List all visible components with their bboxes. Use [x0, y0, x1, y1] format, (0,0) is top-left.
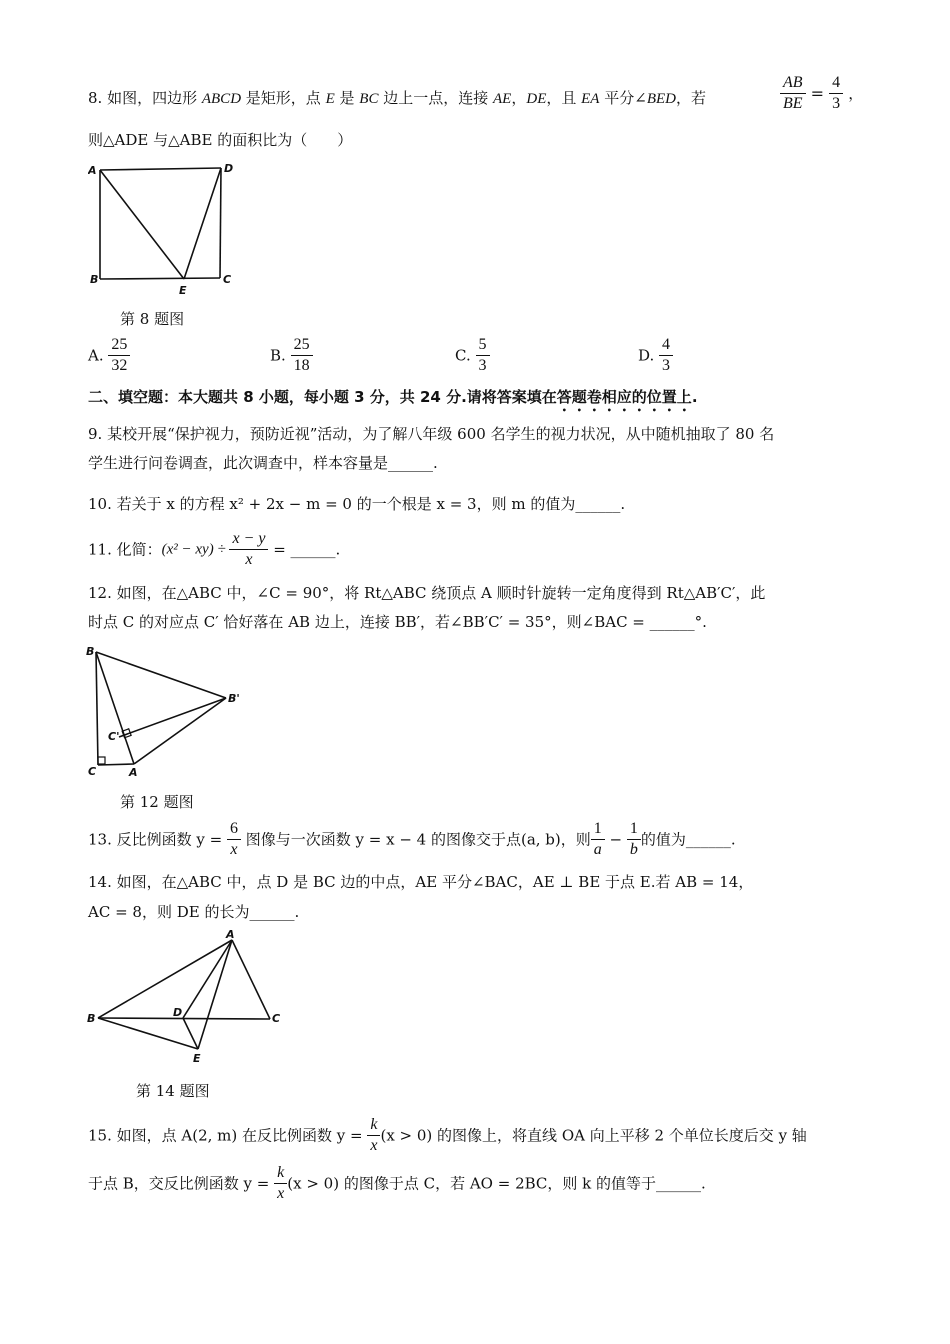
- q8-text: 是矩形，点: [241, 89, 326, 107]
- label-a: A: [129, 766, 138, 779]
- line-cpbp: [119, 698, 226, 737]
- line-bbp: [96, 652, 226, 698]
- frac-den: 3: [478, 357, 487, 374]
- label-e: E: [179, 284, 187, 297]
- q8-option-a: [88, 336, 130, 375]
- frac-den: 32: [111, 357, 128, 374]
- frac-num: 6: [227, 820, 241, 840]
- line-dc: [220, 168, 221, 278]
- q15-text: (x > 0) 的图像上，将直线 OA 向上平移 2 个单位长度后交 y 轴: [380, 1126, 807, 1145]
- fraction-ab-be: [780, 74, 806, 113]
- q8-text: ，若: [675, 89, 706, 107]
- q8-text: BED: [646, 91, 676, 107]
- q8-text: 是: [334, 89, 360, 107]
- frac-den: x: [245, 551, 253, 568]
- right-angle-c: [98, 757, 105, 764]
- q13-fraction-1-a: [591, 820, 605, 859]
- line-ac: [232, 940, 270, 1019]
- q11-text: 11. 化简：: [88, 540, 162, 559]
- q13-line: [88, 820, 736, 859]
- frac-num: 1: [627, 820, 641, 840]
- q8-text: E: [325, 91, 335, 107]
- frac-num: 25: [291, 336, 313, 356]
- q15-text: 于点 B，交反比例函数 y =: [88, 1174, 275, 1193]
- frac-num: 4: [659, 336, 673, 356]
- option-fraction: [291, 336, 313, 375]
- q8-option-c: [455, 336, 490, 375]
- q13-text: 13. 反比例函数 y =: [88, 830, 227, 849]
- q8-text: DE: [526, 91, 547, 107]
- q8-option-d: [638, 336, 673, 375]
- q14-line1: 14. 如图，在△ABC 中，点 D 是 BC 边的中点，AE 平分∠BAC，AE ⊥ BE 于点 E.若 AB = 14，: [88, 873, 754, 891]
- q10-text: 10. 若关于 x 的方程 x² + 2x − m = 0 的一个根是 x = 3，则 m 的值为______.: [88, 495, 626, 513]
- label-b-prime: B': [228, 692, 240, 705]
- q15-line2: [88, 1164, 706, 1203]
- line-bc: [96, 652, 98, 765]
- q13-text: 图像与一次函数 y = x − 4 的图像交于点(a, b)，则: [240, 830, 591, 849]
- q8-ratio: [780, 74, 863, 113]
- q11-line: [88, 530, 340, 569]
- q8-text: ，且: [546, 89, 582, 107]
- line-ba: [96, 652, 134, 764]
- q15-fraction-k-x-2: [274, 1164, 287, 1203]
- label-a: A: [226, 928, 235, 941]
- option-label: D.: [638, 346, 655, 365]
- label-b: B: [86, 645, 95, 658]
- q11-text: = ______.: [268, 540, 341, 559]
- q8-text: BC: [359, 91, 379, 107]
- frac-den: x: [370, 1137, 378, 1154]
- label-c: C: [223, 273, 232, 286]
- frac-den: a: [593, 841, 602, 858]
- label-d: D: [173, 1006, 183, 1019]
- section-heading: [88, 386, 698, 415]
- option-label: B.: [270, 346, 286, 365]
- q8-option-b: [270, 336, 313, 375]
- q12-figure: [86, 642, 246, 782]
- line-da: [183, 940, 232, 1018]
- frac-num: x − y: [229, 530, 268, 550]
- frac-num: k: [367, 1116, 380, 1136]
- frac-num: 1: [591, 820, 605, 840]
- frac-den: 18: [293, 357, 310, 374]
- q9-line1: 9. 某校开展“保护视力，预防近视”活动，为了解八年级 600 名学生的视力状况，从中随机抽取了 80 名: [88, 425, 775, 443]
- frac-den: 3: [832, 95, 841, 112]
- option-fraction: [108, 336, 130, 375]
- option-fraction: [659, 336, 673, 375]
- q8-figure: [88, 160, 238, 300]
- frac-num: 5: [476, 336, 490, 356]
- line-ae: [100, 170, 184, 279]
- equals-sign: =: [810, 84, 825, 103]
- frac-num: 25: [108, 336, 130, 356]
- q14-line2: AC = 8，则 DE 的长为______.: [88, 903, 300, 921]
- q12-caption: 第 12 题图: [120, 793, 194, 811]
- q14-caption: 第 14 题图: [136, 1082, 210, 1100]
- line-abp: [134, 698, 226, 764]
- q8-text: 平分∠: [599, 89, 647, 107]
- label-c: C: [272, 1012, 281, 1025]
- label-e: E: [193, 1052, 201, 1065]
- frac-den: b: [629, 841, 638, 858]
- frac-den: BE: [783, 95, 803, 112]
- q14-figure: [86, 928, 296, 1068]
- q8-text: 8. 如图，四边形: [88, 89, 202, 107]
- q8-text: AE: [493, 91, 512, 107]
- q8-text: 边上一点，连接: [378, 89, 494, 107]
- label-c-prime: C': [108, 730, 120, 743]
- q15-text: 15. 如图，点 A(2, m) 在反比例函数 y =: [88, 1126, 368, 1145]
- q12-line1: 12. 如图，在△ABC 中，∠C = 90°，将 Rt△ABC 绕顶点 A 顺时针旋转一定角度得到 Rt△AB′C′，此: [88, 584, 766, 602]
- option-label: C.: [455, 346, 471, 365]
- option-label: A.: [88, 346, 104, 365]
- right-angle-cp: [122, 729, 131, 738]
- q15-line1: [88, 1116, 807, 1155]
- heading-emphasis: 答题卷相应的位置上: [556, 388, 692, 406]
- label-b: B: [90, 273, 99, 286]
- frac-num: 4: [829, 74, 843, 94]
- q8-line1: [88, 88, 706, 109]
- q8-text: EA: [581, 91, 600, 107]
- line-be: [98, 1018, 198, 1049]
- minus-sign: −: [604, 830, 627, 849]
- label-c: C: [88, 765, 97, 778]
- label-d: D: [224, 162, 234, 175]
- q8-caption: 第 8 题图: [120, 310, 185, 328]
- line-ad: [100, 168, 221, 170]
- q11-fraction: [229, 530, 268, 569]
- q8-text: ，: [848, 84, 864, 103]
- q9-line2: 学生进行问卷调查，此次调查中，样本容量是______.: [88, 454, 438, 472]
- q15-fraction-k-x: [367, 1116, 380, 1155]
- q11-expr: (x² − xy) ÷: [161, 541, 230, 558]
- q13-fraction-1-b: [627, 820, 641, 859]
- label-a: A: [88, 164, 97, 177]
- q12-line2: 时点 C 的对应点 C′ 恰好落在 AB 边上，连接 BB′，若∠BB′C′ = 35°，则∠BAC = ______°.: [88, 613, 707, 631]
- q13-text: 的值为______.: [640, 830, 736, 849]
- q8-text: ABCD: [201, 91, 242, 107]
- frac-den: x: [230, 841, 238, 858]
- line-bc: [100, 278, 220, 279]
- q8-text: ，: [511, 89, 527, 107]
- frac-den: 3: [662, 357, 671, 374]
- frac-num: AB: [780, 74, 806, 94]
- line-de: [184, 168, 221, 279]
- option-fraction: [476, 336, 490, 375]
- heading-text: 二、填空题：本大题共 8 小题，每小题 3 分，共 24 分.请将答案填在: [88, 388, 557, 406]
- q8-line2: 则△ADE 与△ABE 的面积比为（ ）: [88, 131, 353, 149]
- label-b: B: [87, 1012, 96, 1025]
- fraction-4-3: [829, 74, 843, 113]
- heading-text: .: [691, 388, 698, 406]
- frac-den: x: [277, 1185, 285, 1202]
- frac-num: k: [274, 1164, 287, 1184]
- q13-fraction-6-x: [227, 820, 241, 859]
- q15-text: (x > 0) 的图像于点 C，若 AO = 2BC，则 k 的值等于______.: [287, 1174, 706, 1193]
